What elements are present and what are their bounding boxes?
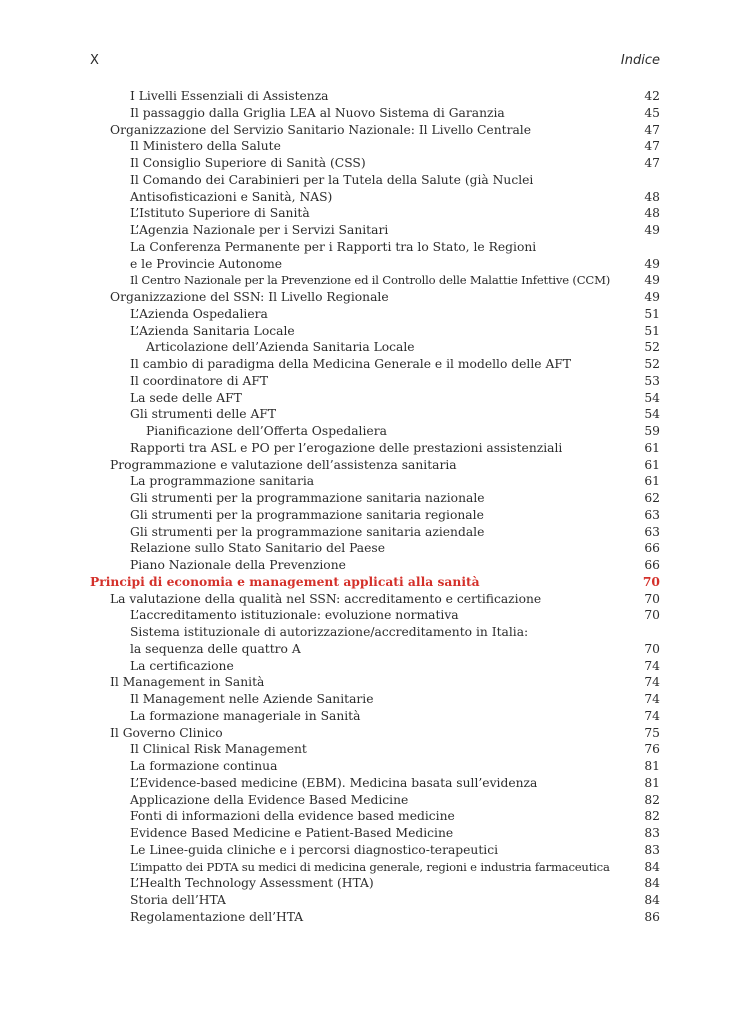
toc-entry-page: 70 bbox=[644, 641, 660, 656]
toc-entry[interactable] bbox=[90, 741, 660, 758]
toc-entry-page: 51 bbox=[644, 323, 660, 338]
toc-entry-page: 70 bbox=[644, 608, 660, 623]
toc-entry-title: Il Centro Nazionale per la Prevenzione ed il Controllo delle Malattie Infettive (CCM) bbox=[130, 273, 611, 288]
toc-entry[interactable] bbox=[90, 524, 660, 541]
toc-entry-page: 83 bbox=[644, 826, 660, 840]
toc-entry[interactable] bbox=[90, 875, 660, 892]
toc-entry-page: 52 bbox=[644, 340, 660, 355]
toc-entry-page: 59 bbox=[644, 424, 660, 438]
toc-entry-title: Il Management in Sanità bbox=[110, 675, 265, 690]
toc-entry-page: 47 bbox=[644, 156, 660, 170]
toc-entry-page: 42 bbox=[644, 89, 660, 103]
toc-entry-title: Gli strumenti per la programmazione sanitaria regionale bbox=[130, 507, 484, 522]
toc-entry-title: La certificazione bbox=[130, 658, 234, 673]
toc-entry-page: 54 bbox=[644, 390, 660, 405]
toc-entry-title: Pianificazione dell’Offerta Ospedaliera bbox=[146, 424, 387, 438]
toc-entry-title: L’Azienda Ospedaliera bbox=[130, 306, 268, 321]
toc-entry-page: 82 bbox=[644, 809, 660, 824]
toc-entry-page: 70 bbox=[644, 591, 660, 606]
toc-entry-page: 61 bbox=[644, 457, 660, 472]
toc-entry[interactable] bbox=[90, 758, 660, 775]
toc-entry[interactable] bbox=[90, 289, 660, 306]
toc-entry-page: 74 bbox=[644, 692, 660, 706]
toc-entry-title: Gli strumenti per la programmazione sanitaria aziendale bbox=[130, 524, 485, 539]
toc-entry[interactable] bbox=[90, 808, 660, 825]
toc-entry-page: 74 bbox=[644, 675, 660, 690]
toc-entry[interactable] bbox=[90, 691, 660, 708]
toc-entry-page: 47 bbox=[644, 122, 660, 137]
toc-entry-title: Evidence Based Medicine e Patient-Based Medicine bbox=[130, 826, 454, 840]
toc-entry-page: 82 bbox=[644, 792, 660, 807]
toc-entry[interactable] bbox=[90, 256, 660, 273]
toc-entry-page: 61 bbox=[644, 440, 660, 455]
toc-entry[interactable] bbox=[90, 189, 660, 206]
table-of-contents bbox=[90, 88, 660, 926]
toc-entry[interactable] bbox=[90, 507, 660, 524]
toc-entry[interactable] bbox=[90, 172, 660, 189]
toc-entry[interactable] bbox=[90, 457, 660, 474]
toc-entry[interactable] bbox=[90, 591, 660, 608]
toc-entry-title: Il cambio di paradigma della Medicina Generale e il modello delle AFT bbox=[130, 357, 572, 371]
toc-entry[interactable] bbox=[90, 339, 660, 356]
toc-entry-title: La formazione continua bbox=[130, 759, 278, 773]
toc-entry[interactable] bbox=[90, 272, 660, 289]
toc-entry-title: Applicazione della Evidence Based Medicine bbox=[130, 792, 409, 807]
toc-entry-title: Programmazione e valutazione dell’assistenza sanitaria bbox=[110, 457, 457, 472]
running-title: Indice bbox=[620, 53, 660, 68]
toc-entry[interactable] bbox=[90, 356, 660, 373]
toc-entry-title: L’impatto dei PDTA su medici di medicina generale, regioni e industria farmaceutica bbox=[130, 859, 610, 874]
toc-entry-title: Articolazione dell’Azienda Sanitaria Locale bbox=[146, 340, 415, 355]
page-header bbox=[90, 53, 660, 73]
toc-entry[interactable] bbox=[90, 658, 660, 675]
toc-entry-title: Sistema istituzionale di autorizzazione/accreditamento in Italia: bbox=[130, 625, 529, 639]
page-number: X bbox=[90, 53, 99, 68]
toc-entry-page: 81 bbox=[644, 775, 660, 790]
toc-entry-title: Organizzazione del SSN: Il Livello Regionale bbox=[110, 290, 389, 304]
toc-entry-page: 49 bbox=[644, 223, 660, 237]
toc-entry-page: 86 bbox=[644, 909, 660, 924]
toc-entry-title: La sede delle AFT bbox=[130, 390, 242, 405]
toc-entry-page: 70 bbox=[642, 573, 660, 589]
toc-entry-title: Il Clinical Risk Management bbox=[130, 742, 307, 757]
toc-entry-page: 74 bbox=[644, 658, 660, 673]
toc-entry-title: Fonti di informazioni della evidence based medicine bbox=[130, 809, 455, 824]
toc-entry[interactable] bbox=[90, 406, 660, 423]
toc-entry[interactable] bbox=[90, 222, 660, 239]
toc-entry[interactable] bbox=[90, 842, 660, 859]
toc-entry-page: 62 bbox=[644, 491, 660, 505]
toc-entry[interactable] bbox=[90, 306, 660, 323]
toc-entry[interactable] bbox=[90, 775, 660, 792]
toc-entry-title: Organizzazione del Servizio Sanitario Nazionale: Il Livello Centrale bbox=[110, 122, 531, 137]
toc-entry-title: Il Governo Clinico bbox=[110, 725, 223, 740]
toc-entry-page: 74 bbox=[644, 708, 660, 723]
toc-entry-page: 66 bbox=[644, 558, 660, 572]
toc-entry-title: La formazione manageriale in Sanità bbox=[130, 708, 361, 723]
toc-entry[interactable] bbox=[90, 725, 660, 742]
toc-entry-title: Il Consiglio Superiore di Sanità (CSS) bbox=[130, 156, 366, 170]
toc-entry-title: Il Ministero della Salute bbox=[130, 139, 281, 154]
toc-entry[interactable] bbox=[90, 155, 660, 172]
toc-entry-title: Rapporti tra ASL e PO per l’erogazione delle prestazioni assistenziali bbox=[130, 440, 563, 455]
toc-entry-page: 45 bbox=[644, 105, 660, 120]
toc-entry-title: Antisofisticazioni e Sanità, NAS) bbox=[130, 189, 333, 204]
toc-entry-title: Le Linee-guida cliniche e i percorsi diagnostico-terapeutici bbox=[130, 842, 499, 857]
toc-entry-title: Relazione sullo Stato Sanitario del Paese bbox=[130, 541, 385, 556]
toc-entry-page: 61 bbox=[644, 474, 660, 489]
toc-entry[interactable] bbox=[90, 792, 660, 809]
toc-entry-title: Piano Nazionale della Prevenzione bbox=[130, 558, 346, 572]
toc-entry-page: 66 bbox=[644, 541, 660, 556]
toc-entry-page: 75 bbox=[644, 725, 660, 740]
toc-entry[interactable] bbox=[90, 490, 660, 507]
toc-entry-page: 49 bbox=[644, 290, 660, 304]
toc-entry-page: 83 bbox=[644, 842, 660, 857]
toc-entry-title: Il passaggio dalla Griglia LEA al Nuovo Sistema di Garanzia bbox=[130, 105, 505, 120]
toc-entry-page: 76 bbox=[644, 742, 660, 757]
toc-entry[interactable] bbox=[90, 105, 660, 122]
toc-entry-title: L’Evidence-based medicine (EBM). Medicina basata sull’evidenza bbox=[130, 775, 538, 790]
toc-entry[interactable] bbox=[90, 473, 660, 490]
toc-entry-title: La Conferenza Permanente per i Rapporti tra lo Stato, le Regioni bbox=[130, 239, 537, 254]
toc-entry[interactable] bbox=[90, 624, 660, 641]
toc-entry-page: 81 bbox=[644, 759, 660, 773]
toc-entry-page: 84 bbox=[644, 893, 660, 907]
toc-entry-title: la sequenza delle quattro A bbox=[130, 641, 301, 656]
toc-entry-page: 52 bbox=[644, 357, 660, 371]
toc-entry-title: La programmazione sanitaria bbox=[130, 474, 315, 489]
toc-entry[interactable] bbox=[90, 708, 660, 725]
toc-entry[interactable] bbox=[90, 825, 660, 842]
toc-entry-page: 48 bbox=[644, 189, 660, 204]
toc-entry[interactable] bbox=[90, 390, 660, 407]
toc-entry-page: 48 bbox=[644, 206, 660, 221]
toc-entry[interactable] bbox=[90, 373, 660, 390]
toc-entry-page: 54 bbox=[644, 407, 660, 422]
toc-entry[interactable] bbox=[90, 138, 660, 155]
toc-entry[interactable] bbox=[90, 440, 660, 457]
toc-entry-title: Il coordinatore di AFT bbox=[130, 373, 269, 388]
toc-entry-page: 53 bbox=[644, 373, 660, 388]
toc-entry[interactable] bbox=[90, 239, 660, 256]
toc-entry-title: Gli strumenti per la programmazione sanitaria nazionale bbox=[130, 491, 485, 505]
toc-entry-title: Principi di economia e management applicati alla sanità bbox=[90, 573, 480, 589]
toc-entry-page: 84 bbox=[644, 876, 660, 891]
toc-entry[interactable] bbox=[90, 892, 660, 909]
toc-entry[interactable] bbox=[90, 909, 660, 926]
toc-entry-title: L’Health Technology Assessment (HTA) bbox=[130, 876, 374, 891]
toc-entry-page: 49 bbox=[644, 256, 660, 271]
toc-entry[interactable] bbox=[90, 641, 660, 658]
toc-entry[interactable] bbox=[90, 323, 660, 340]
toc-entry[interactable] bbox=[90, 540, 660, 557]
toc-entry-title: e le Provincie Autonome bbox=[130, 256, 283, 271]
toc-entry-page: 84 bbox=[644, 859, 660, 874]
toc-entry-page: 63 bbox=[644, 507, 660, 522]
toc-entry-title: I Livelli Essenziali di Assistenza bbox=[130, 89, 329, 103]
toc-entry[interactable] bbox=[90, 122, 660, 139]
toc-entry-page: 49 bbox=[644, 273, 660, 288]
toc-entry[interactable] bbox=[90, 607, 660, 624]
toc-entry-page: 63 bbox=[644, 524, 660, 539]
toc-entry-page: 51 bbox=[644, 306, 660, 321]
toc-entry-title: L’accreditamento istituzionale: evoluzione normativa bbox=[130, 608, 459, 623]
toc-entry[interactable] bbox=[90, 859, 660, 876]
toc-entry-title: Regolamentazione dell’HTA bbox=[130, 909, 304, 924]
toc-entry-title: Il Comando dei Carabinieri per la Tutela della Salute (già Nuclei bbox=[130, 172, 534, 187]
toc-entry-page: 47 bbox=[644, 139, 660, 154]
toc-entry-title: L’Azienda Sanitaria Locale bbox=[130, 323, 295, 338]
toc-entry[interactable] bbox=[90, 88, 660, 105]
toc-entry-title: L’Istituto Superiore di Sanità bbox=[130, 206, 310, 221]
toc-entry-title: L’Agenzia Nazionale per i Servizi Sanitari bbox=[130, 223, 389, 237]
toc-entry[interactable] bbox=[90, 557, 660, 574]
toc-entry[interactable] bbox=[90, 205, 660, 222]
toc-entry-title: Gli strumenti delle AFT bbox=[130, 407, 277, 422]
toc-entry[interactable] bbox=[90, 423, 660, 440]
toc-entry-title: Storia dell’HTA bbox=[130, 893, 226, 907]
toc-entry-title: Il Management nelle Aziende Sanitarie bbox=[130, 692, 374, 706]
toc-chapter-heading[interactable] bbox=[90, 574, 660, 591]
toc-entry-title: La valutazione della qualità nel SSN: accreditamento e certificazione bbox=[110, 591, 542, 606]
toc-entry[interactable] bbox=[90, 674, 660, 691]
